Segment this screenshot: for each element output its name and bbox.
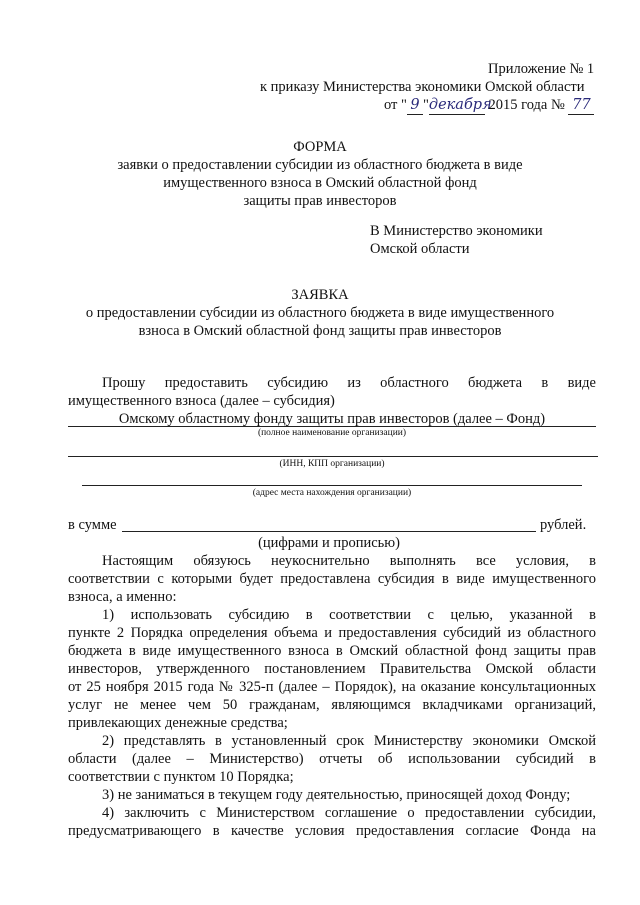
item1-line5: от 25 ноября 2015 года № 325-п (далее – Порядок), на оказание консультационных xyxy=(68,679,596,695)
organization-name: Омскому областному фонду защиты прав инвесторов (далее – Фонд) xyxy=(118,411,546,427)
item1-line1: 1) использовать субсидию в соответствии с целью, указанной в xyxy=(102,607,596,623)
form-subtitle-line2: имущественного взноса в Омский областной фонд xyxy=(163,175,477,191)
application-subtitle-line1: о предоставлении субсидии из областного бюджета в виде имущественного xyxy=(85,305,555,321)
application-subtitle-line2: взноса в Омский областной фонд защиты прав инвесторов xyxy=(138,323,502,339)
sum-suffix: рублей. xyxy=(540,517,587,533)
addressee-line1: В Министерство экономики xyxy=(370,223,543,239)
sum-input-line xyxy=(122,531,536,532)
date-month: декабря xyxy=(428,97,492,113)
addressee-line2: Омской области xyxy=(370,241,470,257)
request-line1: Прошу предоставить субсидию из областного бюджета в виде xyxy=(102,375,596,391)
sum-prefix: в сумме xyxy=(68,517,117,533)
item2-line1: 2) представлять в установленный срок Министерству экономики Омской xyxy=(102,733,596,749)
form-subtitle-line1: заявки о предоставлении субсидии из областного бюджета в виде xyxy=(117,157,523,173)
date-year: 2015 года № xyxy=(488,97,565,113)
request-line2: имущественного взноса (далее – субсидия) xyxy=(68,393,335,409)
organization-name-line xyxy=(68,426,596,427)
order-number: 77 xyxy=(568,96,594,115)
sum-caption: (цифрами и прописью) xyxy=(258,535,400,551)
date-prefix: от " xyxy=(384,97,407,113)
item1-line4: инвесторов, утвержденного постановлением Правительства Омской области xyxy=(68,661,596,677)
inn-kpp-caption: (ИНН, КПП организации) xyxy=(279,459,385,469)
order-date-line xyxy=(384,96,594,115)
item4-line1: 4) заключить с Министерством соглашение о предоставлении субсидии, xyxy=(102,805,596,821)
item2-line3: соответствии с пунктом 10 Порядка; xyxy=(68,769,294,785)
obligation-line3: взноса, а именно: xyxy=(68,589,177,605)
appendix-number: Приложение № 1 xyxy=(488,61,595,77)
obligation-line1: Настоящим обязуюсь неукоснительно выполнять все условия, в xyxy=(102,553,596,569)
inn-kpp-line xyxy=(68,456,598,457)
address-line xyxy=(82,485,582,486)
date-day: 9 xyxy=(407,96,423,115)
order-reference: к приказу Министерства экономики Омской области xyxy=(260,79,585,95)
item1-line7: привлекающих денежные средства; xyxy=(68,715,288,731)
item1-line3: бюджета в виде имущественного взноса в Омский областной фонд защиты прав xyxy=(68,643,596,659)
date-mid: " xyxy=(422,97,429,113)
form-subtitle-line3: защиты прав инвесторов xyxy=(243,193,397,209)
item3-line1: 3) не заниматься в текущем году деятельностью, приносящей доход Фонду; xyxy=(102,787,571,803)
application-title: ЗАЯВКА xyxy=(291,287,349,303)
organization-name-caption: (полное наименование организации) xyxy=(257,428,407,438)
obligation-line2: соответствии с которыми будет предоставлена субсидия в виде имущественного xyxy=(68,571,596,587)
item1-line6: услуг не менее чем 50 гражданам, являющимся вкладчиками организаций, xyxy=(68,697,596,713)
address-caption: (адрес места нахождения организации) xyxy=(252,488,412,498)
form-title: ФОРМА xyxy=(293,139,347,155)
item4-line2: предусматривающего в качестве условия предоставления согласие Фонда на xyxy=(68,823,596,839)
item1-line2: пункте 2 Порядка определения объема и предоставления субсидий из областного xyxy=(68,625,596,641)
item2-line2: области (далее – Министерство) отчеты об использовании субсидий в xyxy=(68,751,596,767)
